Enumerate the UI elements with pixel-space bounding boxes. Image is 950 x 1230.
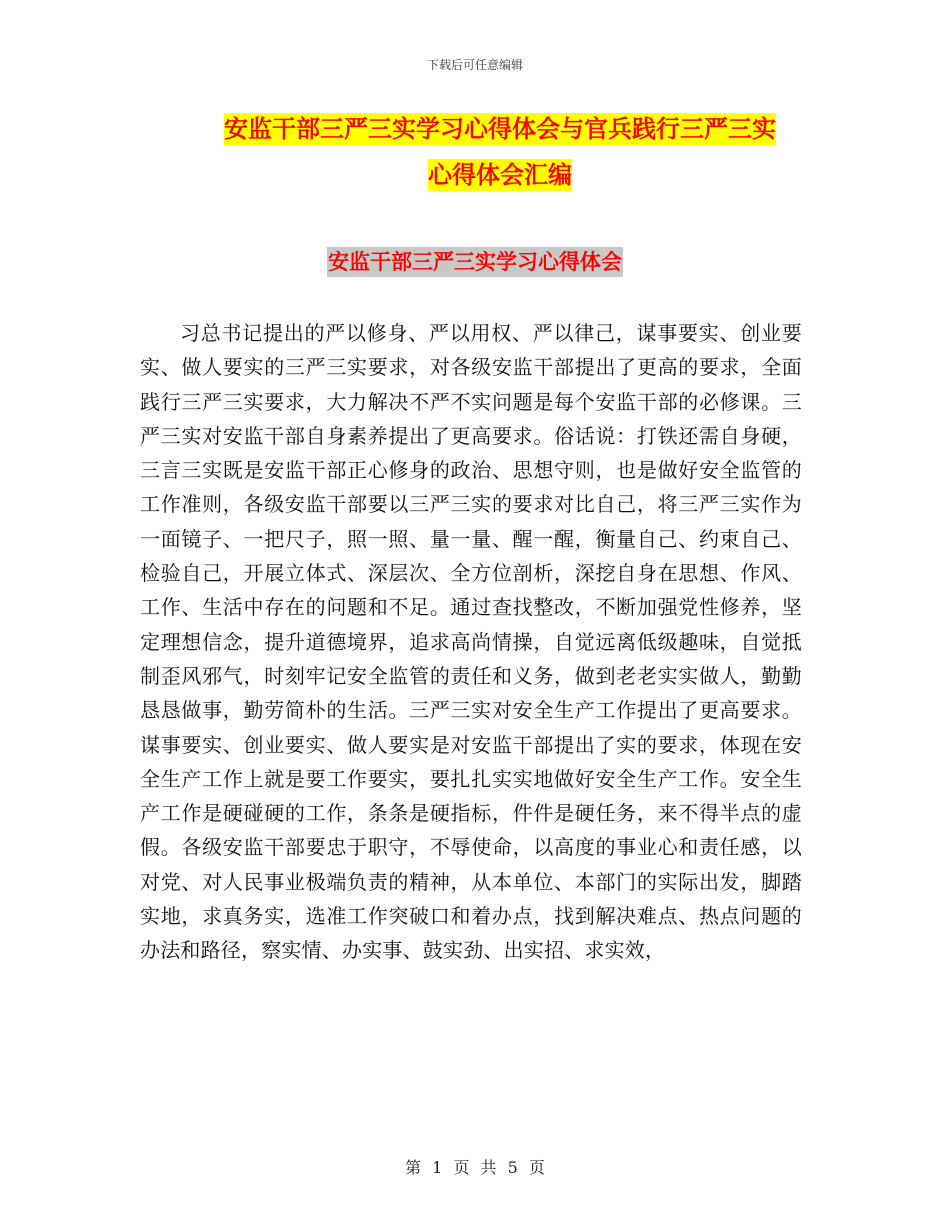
header-note: 下载后可任意编辑 bbox=[426, 58, 523, 72]
document-title bbox=[150, 106, 850, 198]
body-paragraph: 习总书记提出的严以修身、严以用权、严以律己，谋事要实、创业要实、做人要实的三严三实要求，对各级安监干部提出了更高的要求，全面践行三严三实要求，大力解决不严不实问题是每个安监干部的必修课。三严三实对安监干部自身素养提出了更高要求。俗话说：打铁还需自身硬，三言三实既是安监干部正心修身的政治、思想守则，也是做好安全监管的工作准则，各级安监干部要以三严三实的要求对比自己，将三严三实作为一面镜子、一把尺子，照一照、量一量、醒一醒，衡量自己、约束自己、检验自己，开展立体式、深层次、全方位剖析，深挖自身在思想、作风、工作、生活中存在的问题和不足。通过查找整改，不断加强党性修养，坚定理想信念，提升道德境界，追求高尚情操，自觉远离低级趣味，自觉抵制歪风邪气，时刻牢记安全监管的责任和义务，做到老老实实做人，勤勤恳恳做事，勤劳简朴的生活。三严三实对安全生产工作提出了更高要求。谋事要实、创业要实、做人要实是对安监干部提出了实的要求，体现在安全生产工作上就是要工作要实，要扎扎实实地做好安全生产工作。安全生产工作是硬碰硬的工作，条条是硬指标，件件是硬任务，来不得半点的虚假。各级安监干部要忠于职守，不辱使命，以高度的事业心和责任感，以对党、对人民事业极端负责的精神，从本单位、本部门的实际出发，脚踏实地，求真务实，选准工作突破口和着办点，找到解决难点、热点问题的办法和路径，察实情、办实事、鼓实劲、出实招、求实效， bbox=[140, 321, 802, 963]
document-title-line-2: 心得体会汇编 bbox=[428, 161, 572, 189]
document-title-line-1: 安监干部三严三实学习心得体会与官兵践行三严三实 bbox=[224, 115, 776, 143]
section-title bbox=[0, 246, 950, 276]
section-title-text: 安监干部三严三实学习心得体会 bbox=[327, 247, 623, 277]
page-footer: 第 1 页 共 5 页 bbox=[405, 1158, 545, 1177]
